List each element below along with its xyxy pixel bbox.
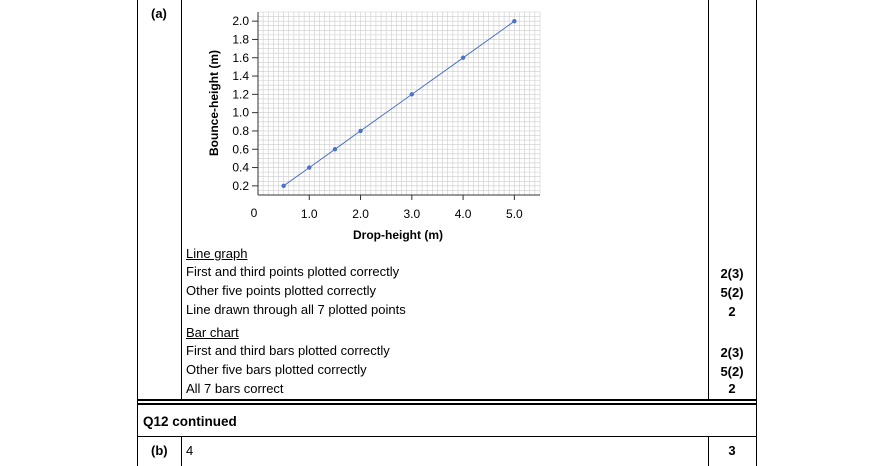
bar-chart-criterion-3: All 7 bars correct (186, 381, 284, 396)
x-tick-label: 1.0 (300, 207, 318, 221)
part-b-label: (b) (151, 443, 168, 458)
data-point (358, 129, 362, 133)
part-a-label: (a) (151, 6, 167, 21)
y-tick-label: 1.0 (232, 105, 249, 120)
part-b-mark: 3 (728, 443, 736, 458)
y-tick-label: 1.8 (232, 32, 249, 47)
x-tick-label: 3.0 (403, 207, 421, 221)
x-tick-label: 2.0 (352, 207, 369, 221)
column-divider-label-b (181, 436, 182, 466)
continued-row-rule (137, 436, 757, 437)
chart-ticks (232, 14, 523, 221)
y-tick-label: 1.6 (232, 50, 249, 65)
continued-heading: Q12 continued (143, 414, 237, 429)
double-rule-bottom (137, 403, 757, 405)
data-point (307, 165, 311, 169)
chart-x-axis-label: Drop-height (m) (353, 228, 443, 242)
chart-origin-label: 0 (250, 206, 258, 220)
part-b-answer: 4 (186, 443, 194, 458)
line-graph-criterion-3: Line drawn through all 7 plotted points (186, 302, 406, 317)
bar-chart-mark-2: 5(2) (720, 364, 744, 379)
chart-y-axis-label: Bounce-height (m) (207, 50, 221, 156)
line-graph-mark-3: 2 (728, 304, 736, 319)
bar-chart-heading: Bar chart (186, 325, 239, 340)
bar-chart-mark-1: 2(3) (720, 345, 744, 360)
y-tick-label: 1.4 (232, 69, 249, 84)
data-point (333, 147, 337, 151)
y-tick-label: 0.8 (232, 123, 249, 138)
line-graph-heading: Line graph (186, 246, 248, 261)
y-tick-label: 0.2 (232, 178, 249, 193)
y-tick-label: 1.2 (232, 87, 249, 102)
line-graph-criterion-2: Other five points plotted correctly (186, 283, 377, 298)
y-tick-label: 0.6 (232, 142, 249, 157)
double-rule-top (137, 399, 757, 401)
data-point (512, 19, 516, 23)
line-graph-mark-1: 2(3) (720, 266, 744, 281)
y-tick-label: 0.4 (232, 160, 249, 175)
bar-chart-criterion-1: First and third bars plotted correctly (186, 343, 390, 358)
data-point (461, 56, 465, 60)
column-divider-mark-b (708, 436, 709, 466)
data-point (410, 92, 414, 96)
x-tick-label: 5.0 (506, 207, 523, 221)
line-graph-mark-2: 5(2) (720, 285, 744, 300)
y-tick-label: 2.0 (232, 14, 249, 29)
data-point (281, 184, 285, 188)
line-graph-criterion-1: First and third points plotted correctly (186, 264, 400, 279)
bar-chart-mark-3: 2 (728, 381, 736, 396)
bar-chart-criterion-2: Other five bars plotted correctly (186, 362, 367, 377)
x-tick-label: 4.0 (454, 207, 472, 221)
